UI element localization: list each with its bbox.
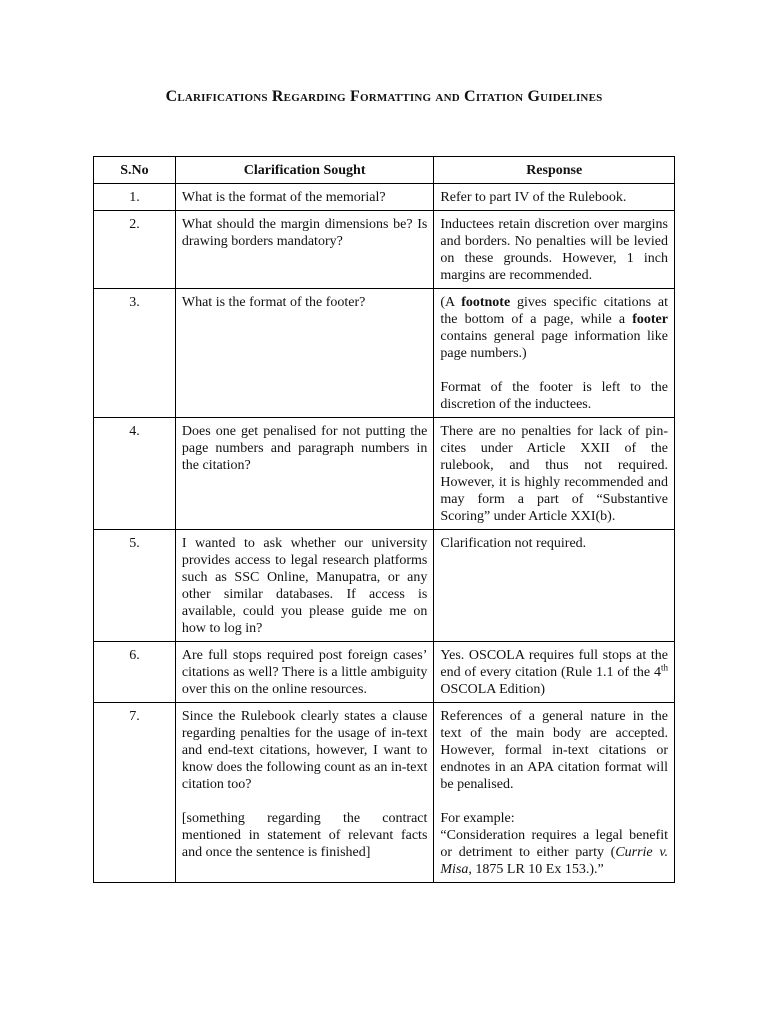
question-paragraph: [something regarding the contract mentioned in statement of relevant facts and once the sentence is finished] bbox=[181, 811, 428, 860]
row-response bbox=[434, 642, 675, 703]
row-question: What is the format of the footer? bbox=[175, 289, 434, 418]
response-paragraph: References of a general nature in the text of the main body are accepted. However, formal in-text citations or endnotes in an APA citation format will be penalised. bbox=[440, 709, 668, 792]
row-number: 3. bbox=[94, 289, 176, 418]
table-row bbox=[94, 642, 675, 703]
response-paragraph bbox=[440, 294, 668, 362]
response-text: gives specific citations at the bottom of a page, while a bbox=[440, 295, 668, 327]
row-question bbox=[175, 703, 434, 883]
row-number: 4. bbox=[94, 418, 176, 530]
row-question: Are full stops required post foreign cases’ citations as well? There is a little ambiguity over this on the online resources. bbox=[175, 642, 434, 703]
quote-text: , 1875 LR 10 Ex 153.).” bbox=[468, 862, 604, 877]
table-row bbox=[94, 289, 675, 418]
table-row bbox=[94, 211, 675, 289]
document-title: Clarifications Regarding Formatting and Citation Guidelines bbox=[165, 88, 603, 105]
row-number: 1. bbox=[94, 184, 176, 211]
row-response: Clarification not required. bbox=[434, 530, 675, 642]
row-response: Refer to part IV of the Rulebook. bbox=[434, 184, 675, 211]
row-number: 2. bbox=[94, 211, 176, 289]
example-quote bbox=[440, 827, 668, 878]
row-response bbox=[434, 703, 675, 883]
ordinal-suffix: th bbox=[660, 662, 668, 673]
response-text: OSCOLA Edition) bbox=[440, 682, 546, 697]
term-footer: footer bbox=[632, 312, 668, 327]
row-response bbox=[434, 289, 675, 418]
row-response: Inductees retain discretion over margins and borders. No penalties will be levied on these grounds. However, 1 inch margins are recommended. bbox=[434, 211, 675, 289]
row-question: What should the margin dimensions be? Is drawing borders mandatory? bbox=[175, 211, 434, 289]
table-row bbox=[94, 418, 675, 530]
row-question: I wanted to ask whether our university provides access to legal research platforms such as SSC Online, Manupatra, or any other similar databases. If access is available, could you please guide me on how to log in? bbox=[175, 530, 434, 642]
response-paragraph: Format of the footer is left to the discretion of the inductees. bbox=[440, 380, 668, 412]
row-number: 5. bbox=[94, 530, 176, 642]
header-sno: S.No bbox=[94, 157, 176, 184]
example-label: For example: bbox=[440, 811, 515, 826]
table-row bbox=[94, 530, 675, 642]
row-question: What is the format of the memorial? bbox=[175, 184, 434, 211]
question-paragraph: Since the Rulebook clearly states a clause regarding penalties for the usage of in-text and end-text citations, however, I want to know does the following count as an in-text citation too? bbox=[181, 709, 428, 792]
row-question: Does one get penalised for not putting the page numbers and paragraph numbers in the citation? bbox=[175, 418, 434, 530]
row-response: There are no penalties for lack of pin-cites under Article XXII of the rulebook, and thus not required. However, it is highly recommended and may form a part of “Substantive Scoring” under Article XXI(b). bbox=[434, 418, 675, 530]
table-row bbox=[94, 703, 675, 883]
table-header-row bbox=[94, 157, 675, 184]
row-number: 6. bbox=[94, 642, 176, 703]
term-footnote: footnote bbox=[461, 295, 511, 310]
header-clarification-sought: Clarification Sought bbox=[175, 157, 434, 184]
clarifications-table bbox=[93, 156, 675, 883]
table-row bbox=[94, 184, 675, 211]
response-text: contains general page information like page numbers.) bbox=[440, 329, 668, 361]
response-text: Yes. OSCOLA requires full stops at the end of every citation (Rule 1.1 of the 4 bbox=[440, 648, 668, 680]
row-number: 7. bbox=[94, 703, 176, 883]
case-name: Currie v. Misa bbox=[440, 845, 669, 877]
response-text: (A bbox=[440, 295, 462, 310]
quote-text: “Consideration requires a legal benefit or detriment to either party ( bbox=[440, 828, 668, 860]
header-response: Response bbox=[434, 157, 675, 184]
